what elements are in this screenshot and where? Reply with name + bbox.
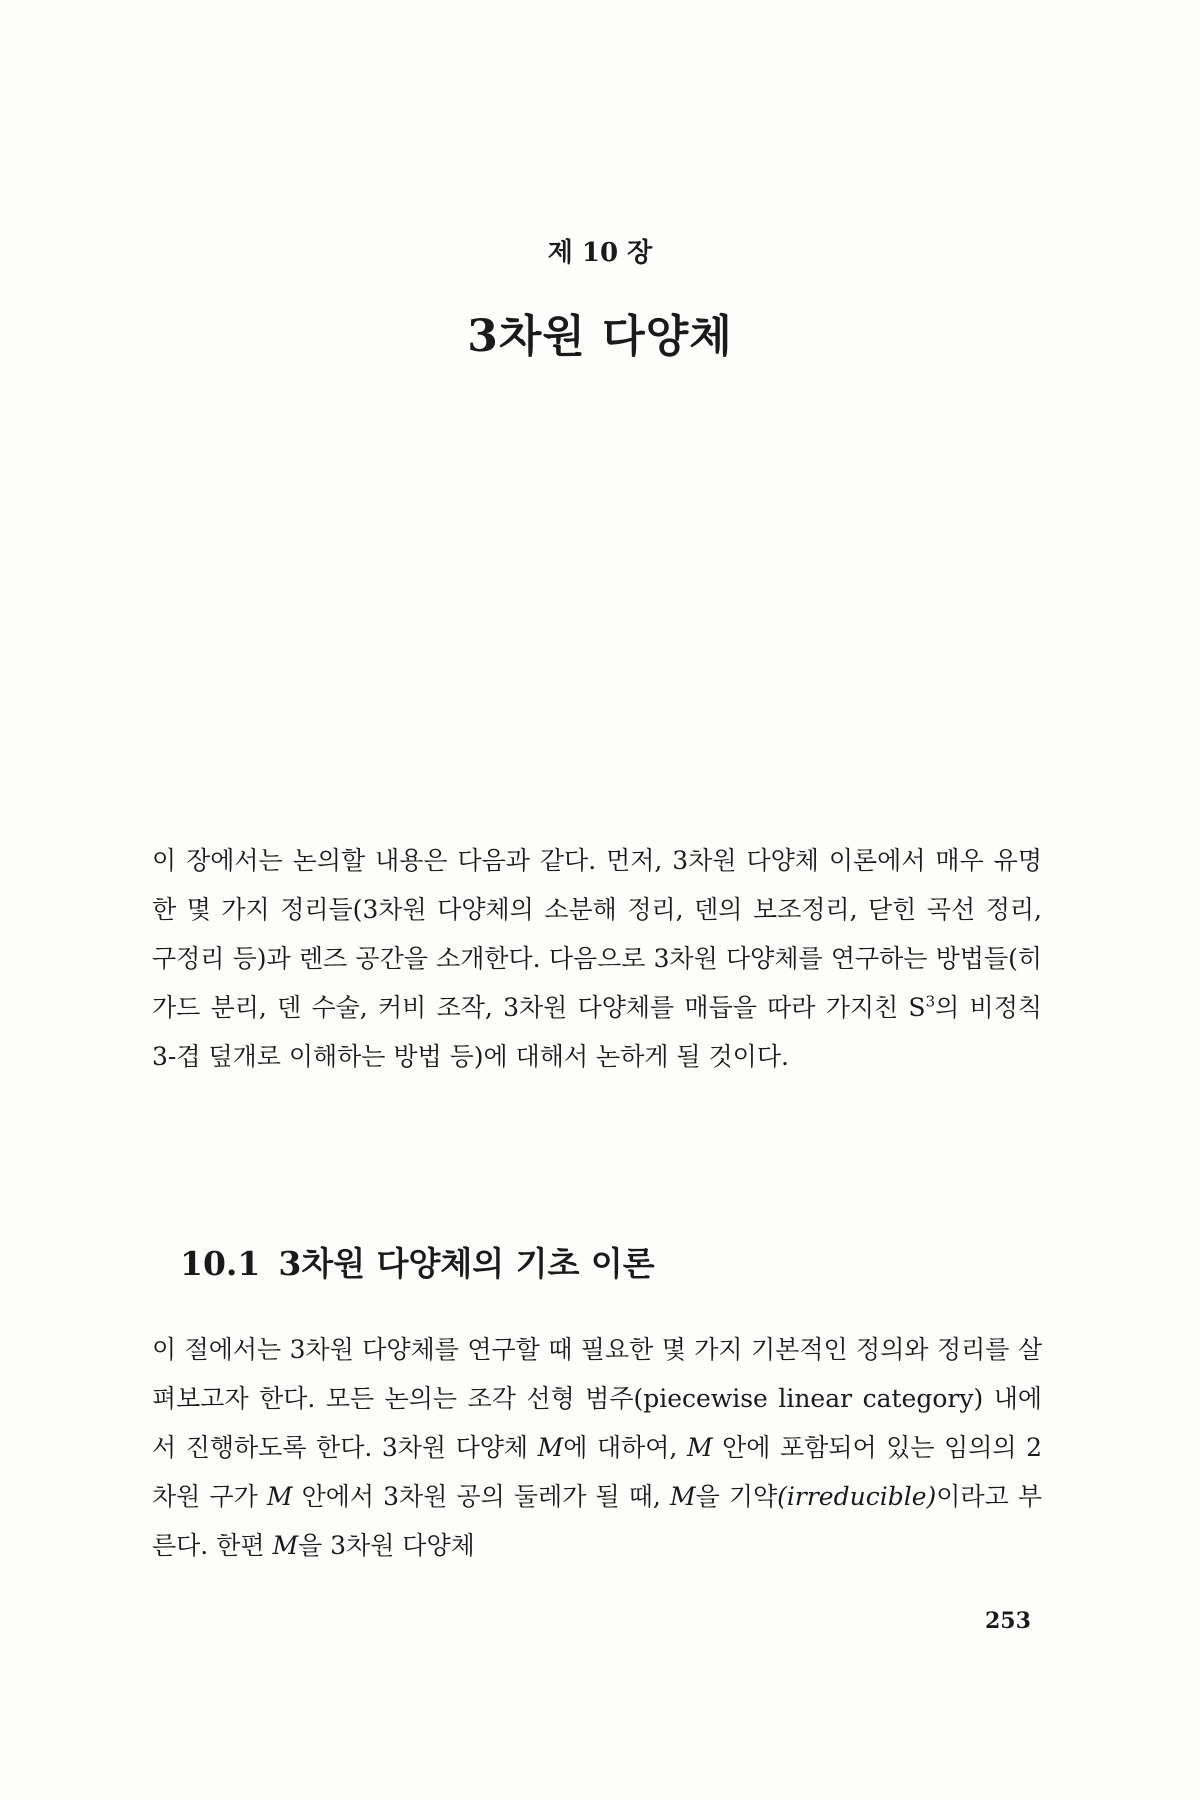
body-text-2: 에 대하여, xyxy=(563,1433,687,1462)
chapter-label: 제 10 장 xyxy=(547,238,653,268)
intro-text-1: 이 장에서는 논의할 내용은 다음과 같다. 먼저, 3차원 다양체 이론에서 매우 유명한 몇 가지 정리들(3차원 다양체의 소분해 정리, 덴의 보조정리, 닫힌 곡선 정리, 구정리 등)과 렌즈 공간을 소개한다. 다음으로 3차원 다양체를 연구하는 방법들(히가드 분리, 덴 수술, 커비 조작, 3차원 다양체를 매듭을 따라 가지친 S xyxy=(152,846,1042,1022)
body-text-5: 을 기약 xyxy=(695,1482,778,1511)
body-text-4: 안에서 3차원 공의 둘레가 될 때, xyxy=(292,1482,670,1511)
math-m: M xyxy=(537,1433,564,1462)
math-m: M xyxy=(669,1482,696,1511)
intro-text-2: 의 비정칙 3-겹 덮개로 이해하는 방법 등)에 대해서 논하게 될 것이다. xyxy=(152,993,1042,1071)
intro-superscript: 3 xyxy=(925,992,936,1011)
section-heading xyxy=(180,1238,655,1285)
body-text-3: 안에 포함되어 있는 임의의 2차원 구가 xyxy=(152,1433,1042,1511)
term-irreducible: (irreducible) xyxy=(777,1482,937,1511)
math-m: M xyxy=(272,1531,299,1560)
math-m: M xyxy=(266,1482,293,1511)
section-title: 3차원 다양체의 기초 이론 xyxy=(278,1244,655,1283)
body-paragraph xyxy=(152,1325,1042,1570)
page-number: 253 xyxy=(985,1608,1031,1634)
section-number: 10.1 xyxy=(180,1244,261,1283)
intro-paragraph xyxy=(152,836,1042,1081)
body-text-7: 을 3차원 다양체 xyxy=(298,1531,475,1560)
math-m: M xyxy=(686,1433,713,1462)
body-text-6: 이라고 부른다. 한편 xyxy=(152,1482,1042,1560)
body-text-1: 이 절에서는 3차원 다양체를 연구할 때 필요한 몇 가지 기본적인 정의와 정리를 살펴보고자 한다. 모든 논의는 조각 선형 범주(piecewise linear category) 내에서 진행하도록 한다. 3차원 다양체 xyxy=(152,1335,1042,1462)
chapter-title: 3차원 다양체 xyxy=(467,311,733,362)
